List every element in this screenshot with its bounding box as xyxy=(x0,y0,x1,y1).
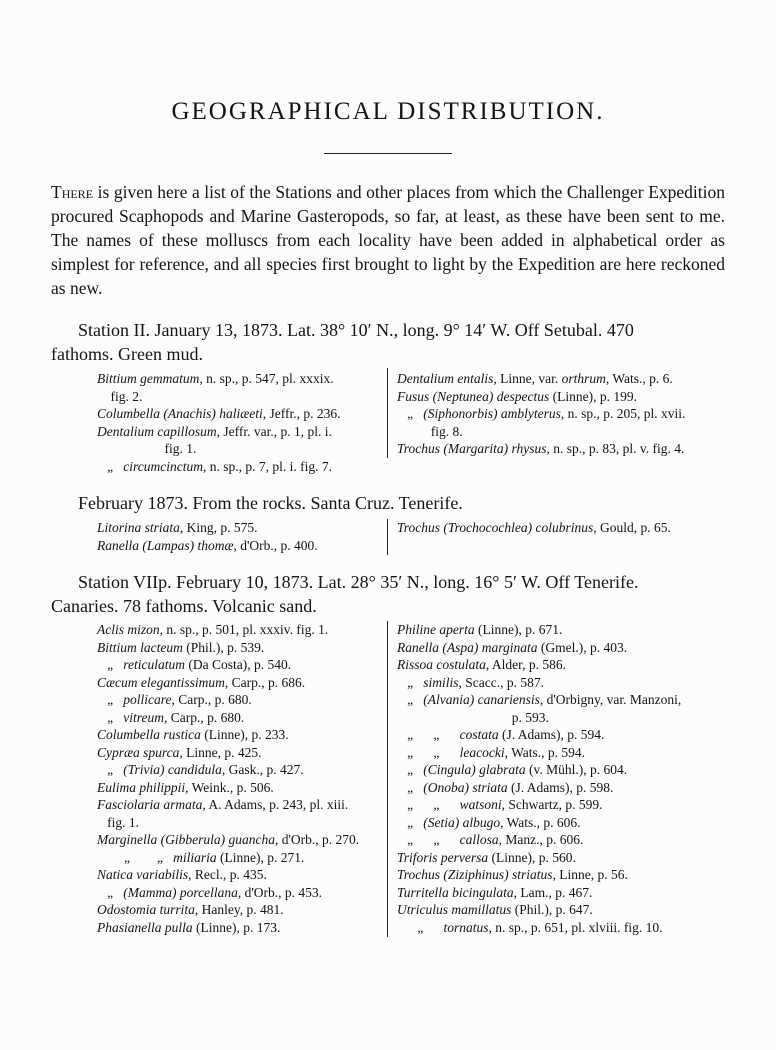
species-citation: , d'Orb., p. 270. xyxy=(274,832,360,847)
species-citation: , Schwartz, p. 599. xyxy=(501,797,603,812)
species-entry xyxy=(97,621,382,639)
species-name: Cypræa spurca xyxy=(97,744,180,760)
species-name: Triforis perversa xyxy=(397,849,489,865)
species-name: Natica variabilis xyxy=(97,867,189,882)
species-name: Philine aperta xyxy=(397,622,475,637)
species-entry xyxy=(97,849,382,867)
species-name: Phasianella pulla xyxy=(97,919,193,935)
species-name: pollicare xyxy=(123,692,172,707)
species-entry xyxy=(97,884,382,902)
species-citation: , n. sp., p. 7, pl. i. fig. 7. xyxy=(202,458,332,474)
species-citation: (Linne), p. 560. xyxy=(488,849,576,865)
species-name: Odostomia turrita xyxy=(97,902,195,917)
species-name: Turritella bicingulata xyxy=(397,884,514,900)
species-citation: , Gould, p. 65. xyxy=(593,520,671,535)
species-citation: „ „ xyxy=(397,744,460,760)
species-column-right xyxy=(397,519,727,537)
species-citation: , Scacc., p. 587. xyxy=(458,674,544,690)
species-citation: „ xyxy=(397,406,424,421)
species-citation: „ xyxy=(397,674,424,690)
species-citation: (Phil.), p. 539. xyxy=(182,639,265,655)
species-name: Utriculus mamillatus xyxy=(397,902,512,917)
species-citation: „ xyxy=(97,884,124,900)
species-citation: „ xyxy=(397,814,424,830)
species-citation: (v. Mühl.), p. 604. xyxy=(525,762,628,777)
species-citation: „ xyxy=(397,692,424,707)
species-name: (Alvania) canariensis xyxy=(423,692,540,707)
species-name: Eulima philippii xyxy=(97,779,186,795)
species-entry xyxy=(397,796,727,814)
species-entry xyxy=(97,726,382,744)
species-citation: (Gmel.), p. 403. xyxy=(537,639,628,655)
species-entry xyxy=(97,405,382,423)
species-name: Dentalium entalis xyxy=(397,371,494,386)
species-entry xyxy=(97,709,382,727)
species-name: Fusus (Neptunea) despectus xyxy=(397,388,550,404)
species-entry xyxy=(397,831,727,849)
species-citation: , Wats., p. 6. xyxy=(605,371,673,386)
species-entry xyxy=(397,621,727,639)
species-name: orthrum xyxy=(561,371,606,386)
species-entry xyxy=(97,814,382,832)
species-citation: „ xyxy=(97,458,124,474)
species-name: leacocki xyxy=(459,744,505,760)
species-name: Columbella (Anachis) haliæeti xyxy=(97,406,263,421)
species-entry xyxy=(97,919,382,937)
species-citation: (Da Costa), p. 540. xyxy=(185,657,292,672)
species-column-left xyxy=(97,621,382,936)
species-citation: , A. Adams, p. 243, pl. xiii. xyxy=(202,797,349,812)
species-citation: , d'Orb., p. 400. xyxy=(233,537,318,553)
species-entry xyxy=(397,919,727,937)
species-citation: „ xyxy=(97,709,124,725)
species-entry xyxy=(97,691,382,709)
species-citation: „ „ xyxy=(397,797,460,812)
intro-lead-word: There xyxy=(51,182,94,202)
species-citation: fig. 1. xyxy=(97,814,139,830)
section-heading xyxy=(51,491,727,515)
species-entry xyxy=(397,674,727,692)
page-title: GEOGRAPHICAL DISTRIBUTION. xyxy=(171,98,605,125)
species-citation: (Phil.), p. 647. xyxy=(511,902,593,917)
species-citation: (Linne), p. 671. xyxy=(474,622,563,637)
species-entry xyxy=(397,639,727,657)
species-entry xyxy=(97,656,382,674)
species-entry xyxy=(97,761,382,779)
species-column-left xyxy=(97,519,382,554)
intro-paragraph xyxy=(51,180,725,300)
species-name: callosa xyxy=(459,832,499,847)
species-name: Aclis mizon xyxy=(97,622,160,637)
species-entry xyxy=(397,440,727,458)
species-citation: „ xyxy=(97,692,124,707)
species-name: Trochus (Trochocochlea) colubrinus xyxy=(397,520,594,535)
species-citation: , n. sp., p. 205, pl. xvii. xyxy=(560,406,686,421)
species-entry xyxy=(397,691,727,709)
heading-line: February 1873. From the rocks. Santa Cruz. Tenerife. xyxy=(78,493,463,513)
species-entry xyxy=(97,866,382,884)
species-name: Bittium lacteum xyxy=(97,639,183,655)
species-name: similis xyxy=(423,674,459,690)
species-name: costata xyxy=(459,727,499,742)
heading-line: fathoms. Green mud. xyxy=(51,344,203,364)
species-entry xyxy=(397,779,727,797)
species-entry xyxy=(97,388,382,406)
species-citation: , d'Orb., p. 453. xyxy=(237,884,323,900)
species-entry xyxy=(397,370,727,388)
species-entry xyxy=(97,423,382,441)
species-citation: „ xyxy=(97,762,124,777)
species-citation: „ „ xyxy=(397,832,460,847)
species-name: (Trivia) candidula xyxy=(123,762,222,777)
species-entry xyxy=(397,814,727,832)
species-entry xyxy=(397,901,727,919)
species-entry xyxy=(97,901,382,919)
intro-line: alphabetical order as simplest for reference, and all species first brought to light by the xyxy=(51,230,725,274)
species-name: (Mamma) porcellana xyxy=(123,884,238,900)
species-citation: (Linne), p. 233. xyxy=(200,727,289,742)
species-entry xyxy=(97,674,382,692)
species-name: Ranella (Aspa) marginata xyxy=(397,639,538,655)
species-entry xyxy=(97,519,382,537)
heading-line: Canaries. 78 fathoms. Volcanic sand. xyxy=(51,596,317,616)
species-name: miliaria xyxy=(173,849,217,865)
species-entry xyxy=(97,744,382,762)
species-column-right xyxy=(397,621,727,936)
species-entry xyxy=(397,726,727,744)
intro-line: is given here a list of the Stations and other places from which the Challenger xyxy=(93,182,644,202)
species-column-right xyxy=(397,370,727,458)
species-citation: , n. sp., p. 83, pl. v. fig. 4. xyxy=(546,441,685,456)
species-entry xyxy=(397,866,727,884)
species-entry xyxy=(397,744,727,762)
intro-line: Expedition are here reckoned as new. xyxy=(51,254,726,298)
species-citation: „ xyxy=(397,919,444,935)
section-heading xyxy=(51,570,727,618)
species-name: Trochus (Margarita) rhysus xyxy=(397,441,547,456)
species-entry xyxy=(97,458,382,476)
species-citation: , Lam., p. 467. xyxy=(513,884,593,900)
species-citation: (J. Adams), p. 594. xyxy=(498,727,605,742)
section-heading xyxy=(51,318,727,366)
species-citation: , Wats., p. 606. xyxy=(500,814,581,830)
species-entry xyxy=(97,440,382,458)
species-name: Marginella (Gibberula) guancha xyxy=(97,832,275,847)
species-citation: „ xyxy=(397,779,424,795)
species-entry xyxy=(397,519,727,537)
species-citation: , Linne, var. xyxy=(493,371,562,386)
species-citation: „ xyxy=(397,762,424,777)
species-citation: „ „ xyxy=(97,849,174,865)
species-name: (Setia) albugo xyxy=(423,814,501,830)
species-name: tornatus xyxy=(443,919,489,935)
species-citation: , n. sp., p. 501, pl. xxxiv. fig. 1. xyxy=(159,622,329,637)
species-citation: fig. 2. xyxy=(97,388,143,404)
species-entry xyxy=(397,884,727,902)
species-citation: , Carp., p. 680. xyxy=(164,709,245,725)
species-citation: , Recl., p. 435. xyxy=(188,867,267,882)
species-name: Dentalium capillosum xyxy=(97,423,217,439)
species-citation: , Carp., p. 680. xyxy=(171,692,252,707)
column-divider xyxy=(387,621,388,937)
intro-line: been sent to me. The names of these molluscs from each locality have been added in xyxy=(51,206,726,250)
species-name: Cæcum elegantissimum xyxy=(97,674,225,690)
species-name: watsoni xyxy=(459,797,502,812)
heading-line: Station II. January 13, 1873. Lat. 38° 10′ N., long. 9° 14′ W. Off Setubal. 470 xyxy=(78,320,634,340)
species-citation: , n. sp., p. 651, pl. xlviii. fig. 10. xyxy=(488,919,663,935)
species-entry xyxy=(397,423,727,441)
species-entry xyxy=(97,370,382,388)
species-column-left xyxy=(97,370,382,475)
species-citation: , Hanley, p. 481. xyxy=(194,902,284,917)
species-name: Litorina striata xyxy=(97,520,180,535)
intro-line: Expedition procured Scaphopods and Marine Gasteropods, so far, at least, as these have xyxy=(51,182,726,226)
species-citation: , Manz., p. 606. xyxy=(498,832,584,847)
species-entry xyxy=(97,796,382,814)
species-citation: , Alder, p. 586. xyxy=(485,657,566,672)
species-entry xyxy=(97,639,382,657)
species-entry xyxy=(397,656,727,674)
species-citation: , n. sp., p. 547, pl. xxxix. xyxy=(199,371,334,386)
species-name: (Cingula) glabrata xyxy=(423,762,526,777)
species-entry xyxy=(397,761,727,779)
species-name: (Onoba) striata xyxy=(423,779,508,795)
heading-line: Station VIIp. February 10, 1873. Lat. 28° 35′ N., long. 16° 5′ W. Off Tenerife. xyxy=(78,572,639,592)
species-citation: , Weink., p. 506. xyxy=(185,779,274,795)
species-citation: p. 593. xyxy=(397,709,549,725)
species-name: Ranella (Lampas) thomæ xyxy=(97,537,234,553)
species-citation: „ „ xyxy=(397,727,460,742)
species-citation: (Linne), p. 271. xyxy=(216,849,305,865)
species-citation: , Carp., p. 686. xyxy=(224,674,306,690)
species-name: circumcinctum xyxy=(123,458,203,474)
species-entry xyxy=(397,849,727,867)
species-entry xyxy=(97,779,382,797)
column-divider xyxy=(387,519,388,555)
species-citation: „ xyxy=(97,657,124,672)
species-citation: , Linne, p. 425. xyxy=(179,744,262,760)
species-entry xyxy=(397,388,727,406)
species-citation: (Linne), p. 199. xyxy=(549,388,637,404)
species-name: Columbella rustica xyxy=(97,727,201,742)
species-citation: fig. 8. xyxy=(397,423,463,439)
column-divider xyxy=(387,368,388,458)
species-name: (Siphonorbis) amblyterus xyxy=(423,406,561,421)
species-name: reticulatum xyxy=(123,657,185,672)
species-name: Rissoa costulata xyxy=(397,657,486,672)
species-citation: (J. Adams), p. 598. xyxy=(507,779,614,795)
title-rule xyxy=(324,153,452,154)
species-name: Fasciolaria armata xyxy=(97,797,203,812)
species-entry xyxy=(397,405,727,423)
species-citation: , d'Orbigny, var. Manzoni, xyxy=(539,692,682,707)
species-citation: , Jeffr., p. 236. xyxy=(262,406,341,421)
species-citation: , King, p. 575. xyxy=(179,520,258,535)
species-citation: (Linne), p. 173. xyxy=(192,919,281,935)
species-citation: , Wats., p. 594. xyxy=(504,744,586,760)
species-name: Trochus (Ziziphinus) striatus xyxy=(397,867,553,882)
species-entry xyxy=(97,537,382,555)
species-citation: , Jeffr. var., p. 1, pl. i. xyxy=(216,423,332,439)
species-name: Bittium gemmatum xyxy=(97,371,200,386)
species-citation: fig. 1. xyxy=(97,441,197,456)
species-citation: , Gask., p. 427. xyxy=(221,762,304,777)
species-name: vitreum xyxy=(123,709,164,725)
species-entry xyxy=(397,709,727,727)
species-citation: , Linne, p. 56. xyxy=(552,867,628,882)
species-entry xyxy=(97,831,382,849)
